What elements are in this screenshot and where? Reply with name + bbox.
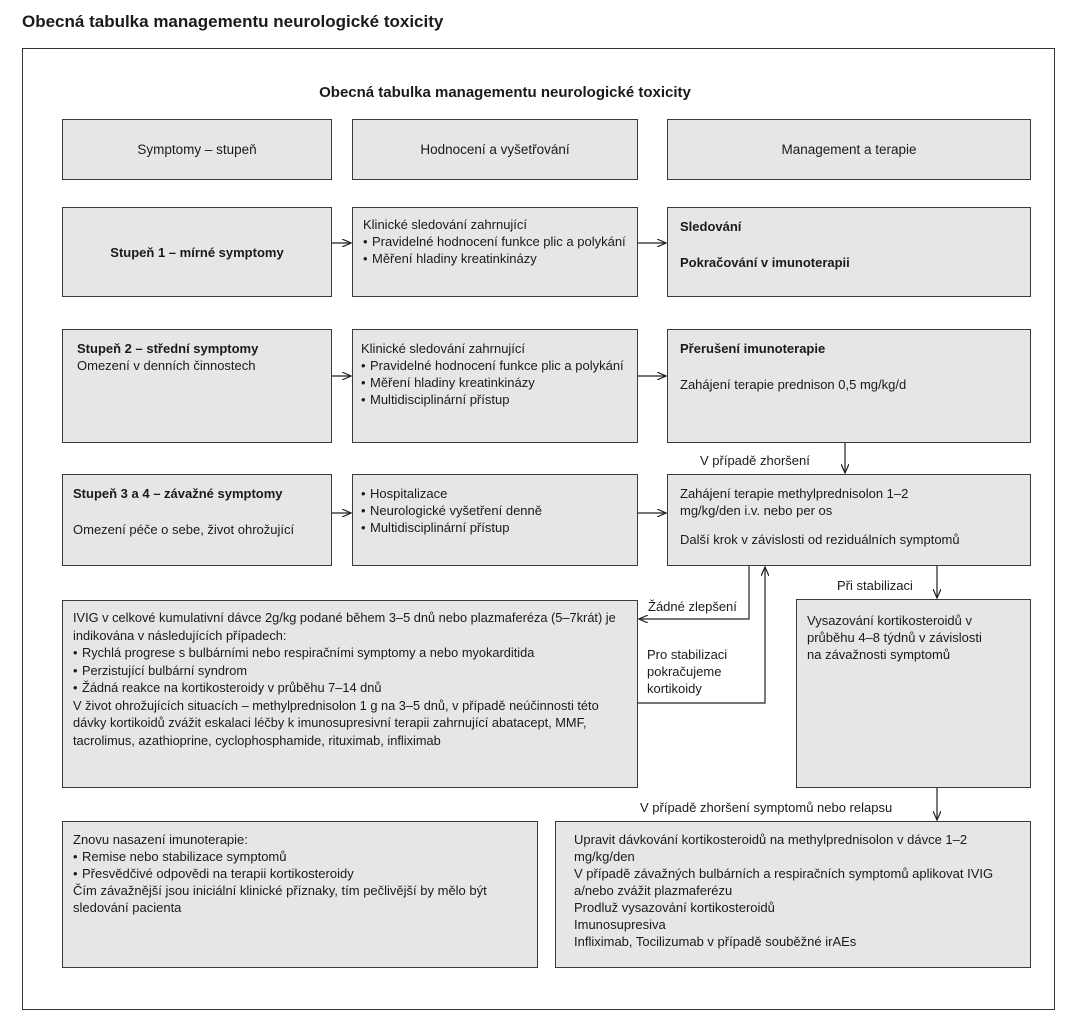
- label-continue-corticoids: Pro stabilizaci pokračujeme kortikoidy: [647, 647, 728, 696]
- ivig-item: • Žádná reakce na kortikosteroidy v průběhu 7–14 dnů: [73, 679, 627, 697]
- header-symptoms: Symptomy – stupeň: [62, 119, 332, 180]
- ivig-box: IVIG v celkové kumulativní dávce 2g/kg podané během 3–5 dnů nebo plazmaferéza (5–7krát) je indikována v následujících případech: • Rychlá progrese s bulbárními nebo respiračními symptomy a nebo myokarditida • Perzistující bulbární syndrom • Žádná reakce na kortikosteroidy v průběhu 7–14 dnů V život ohrožujících situacích – methylprednisolon 1 g na 3–5 dnů, v případě neúčinnosti této dávky kortikoidů zvážit eskalaci léčby k imunosupresivní terapii zahrnující abatacept, MMF, tacrolimus, azathioprine, cyclophosphamide, rituximab, infliximab: [62, 600, 638, 788]
- grade1-management-box: Sledování Pokračování v imunoterapii: [667, 207, 1031, 297]
- diagram-title: Obecná tabulka managementu neurologické toxicity: [319, 84, 691, 101]
- grade34-eval-item: • Neurologické vyšetření denně: [361, 502, 629, 519]
- page-title: Obecná tabulka managementu neurologické toxicity: [22, 12, 444, 31]
- ivig-item: • Perzistující bulbární syndrom: [73, 662, 627, 680]
- header-management: Management a terapie: [667, 119, 1031, 180]
- label-worsening-relapse: V případě zhoršení symptomů nebo relapsu: [640, 800, 893, 815]
- relapse-box: Upravit dávkování kortikosteroidů na methylprednisolon v dávce 1–2 mg/kg/den V případě závažných bulbárních a respiračních symptomů aplikovat IVIG a/nebo zvážit plazmaferézu Prodluž vysazování kortikosteroidů Imunosupresiva Infliximab, Tocilizumab v případě souběžné irAEs: [555, 821, 1031, 968]
- arrow-continue-corticoids: [638, 567, 765, 703]
- rechallenge-item: • Remise nebo stabilizace symptomů: [73, 848, 527, 865]
- grade34-eval-item: • Hospitalizace: [361, 485, 629, 502]
- grade2-evaluation-box: Klinické sledování zahrnující • Pravidelné hodnocení funkce plic a polykání • Měření hladiny kreatinkinázy • Multidisciplinární přístup: [352, 329, 638, 443]
- grade34-management-box: Zahájení terapie methylprednisolon 1–2 mg/kg/den i.v. nebo per os Další krok v závislosti od reziduálních symptomů: [667, 474, 1031, 566]
- label-worsening: V případě zhoršení: [700, 453, 810, 468]
- taper-box: Vysazování kortikosteroidů v průběhu 4–8 týdnů v závislosti na závažnosti symptomů: [796, 599, 1031, 788]
- grade34-eval-item: • Multidisciplinární přístup: [361, 519, 629, 536]
- ivig-item: • Rychlá progrese s bulbárními nebo respiračními symptomy a nebo myokarditida: [73, 644, 627, 662]
- rechallenge-box: Znovu nasazení imunoterapie: • Remise nebo stabilizace symptomů • Přesvědčivé odpovědi na terapii kortikosteroidy Čím závažnější jsou iniciální klinické příznaky, tím pečlivější by mělo být sledování pacienta: [62, 821, 538, 968]
- header-evaluation: Hodnocení a vyšetřování: [352, 119, 638, 180]
- grade1-evaluation-box: Klinické sledování zahrnující • Pravidelné hodnocení funkce plic a polykání • Měření hladiny kreatinkinázy: [352, 207, 638, 297]
- rechallenge-item: • Přesvědčivé odpovědi na terapii kortikosteroidy: [73, 865, 527, 882]
- label-at-stabilization: Při stabilizaci: [837, 578, 913, 593]
- grade34-symptom-box: Stupeň 3 a 4 – závažné symptomy Omezení péče o sebe, život ohrožující: [62, 474, 332, 566]
- grade1-eval-item: • Pravidelné hodnocení funkce plic a polykání: [363, 233, 629, 250]
- grade2-management-box: Přerušení imunoterapie Zahájení terapie prednison 0,5 mg/kg/d: [667, 329, 1031, 443]
- grade2-symptom-box: Stupeň 2 – střední symptomy Omezení v denních činnostech: [62, 329, 332, 443]
- grade2-eval-item: • Pravidelné hodnocení funkce plic a polykání: [361, 357, 629, 374]
- grade1-symptom-box: Stupeň 1 – mírné symptomy: [62, 207, 332, 297]
- arrow-no-improvement: [639, 566, 749, 619]
- grade1-eval-item: • Měření hladiny kreatinkinázy: [363, 250, 629, 267]
- grade2-eval-item: • Multidisciplinární přístup: [361, 391, 629, 408]
- label-no-improvement: Žádné zlepšení: [648, 599, 737, 614]
- grade2-eval-item: • Měření hladiny kreatinkinázy: [361, 374, 629, 391]
